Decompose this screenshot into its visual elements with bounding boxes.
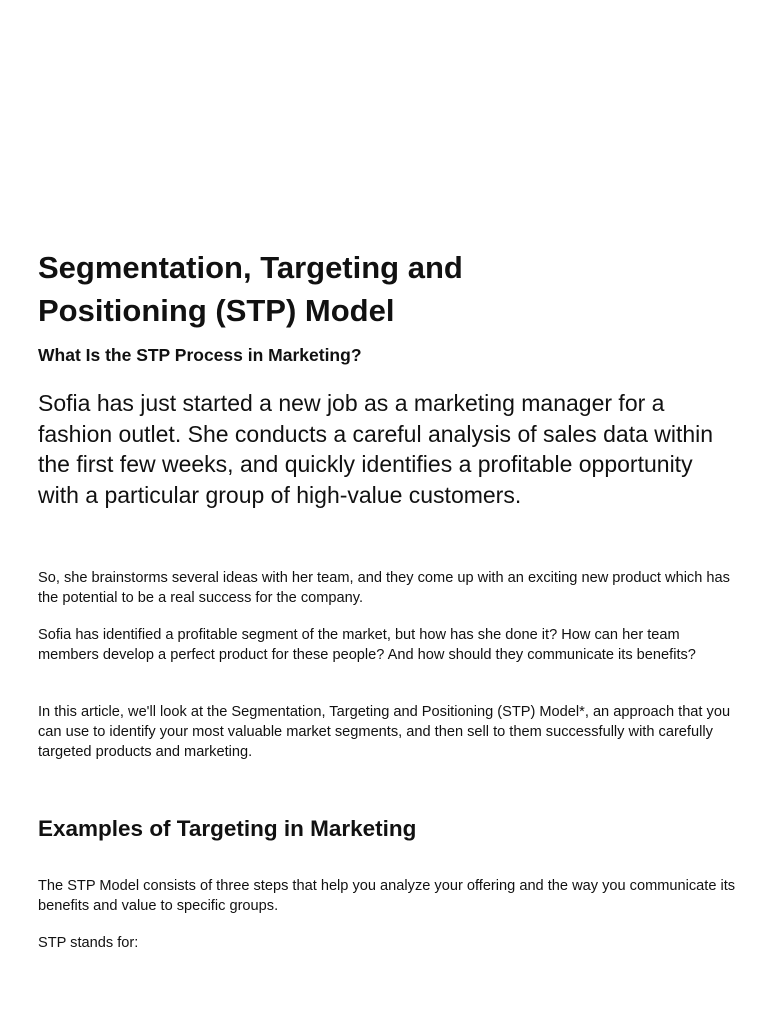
- article-subtitle: What Is the STP Process in Marketing?: [38, 345, 362, 365]
- body-paragraph-3: In this article, we'll look at the Segmentation, Targeting and Positioning (STP) Model*, an approach that you can use to identify your most valuable market segments, and then sell to them successfully with carefully targeted products and marketing.: [38, 704, 731, 760]
- section-heading: Examples of Targeting in Marketing: [38, 816, 417, 841]
- lead-paragraph: Sofia has just started a new job as a marketing manager for a fashion outlet. She conducts a careful analysis of sales data within the first few weeks, and quickly identifies a profitable opportunity with a particular group of high-value customers.: [38, 390, 714, 508]
- section-paragraph-1: The STP Model consists of three steps that help you analyze your offering and the way you communicate its benefits and value to specific groups.: [38, 878, 736, 914]
- page-title: Segmentation, Targeting and Positioning (STP) Model: [38, 250, 463, 328]
- body-paragraph-2: Sofia has identified a profitable segment of the market, but how has she done it? How can her team members develop a perfect product for these people? And how should they communicate its benefits?: [38, 627, 696, 663]
- body-paragraph-1: So, she brainstorms several ideas with her team, and they come up with an exciting new product which has the potential to be a real success for the company.: [38, 570, 730, 606]
- section-paragraph-2: STP stands for:: [38, 935, 139, 951]
